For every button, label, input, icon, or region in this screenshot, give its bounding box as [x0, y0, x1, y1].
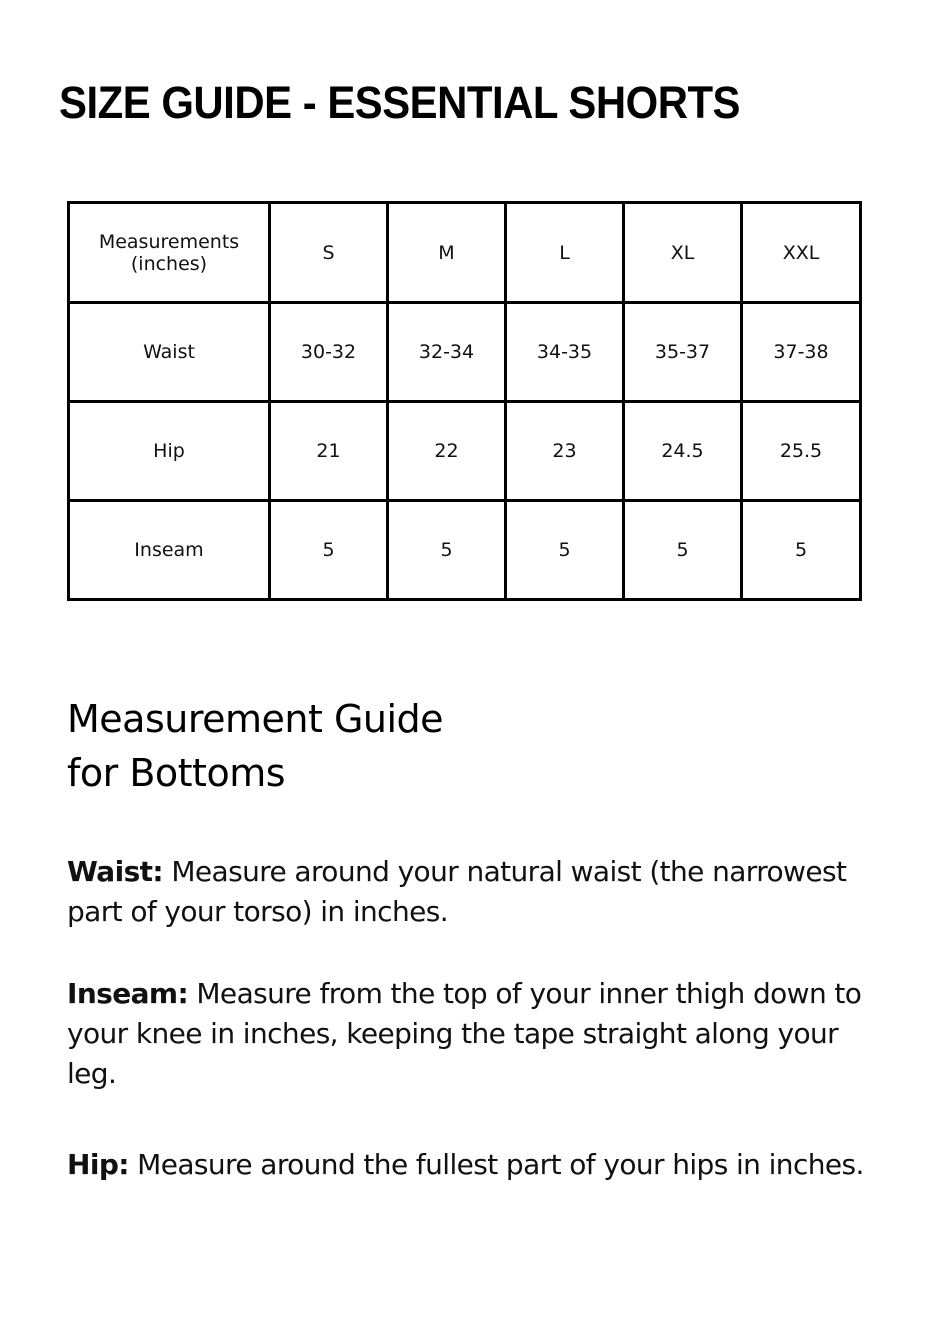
guide-text: Measure from the top of your inner thigh down to your knee in inches, keeping the tape straight along your leg.: [67, 977, 862, 1090]
row-label: Inseam: [69, 501, 270, 600]
table-row-hip: [69, 402, 861, 501]
table-row-inseam: [69, 501, 861, 600]
table-cell: 35-37: [624, 303, 742, 402]
table-cell: 5: [388, 501, 506, 600]
table-cell: 24.5: [624, 402, 742, 501]
table-cell: 5: [624, 501, 742, 600]
guide-term: Inseam:: [67, 977, 189, 1010]
header-size-l: L: [506, 203, 624, 303]
table-cell: 32-34: [388, 303, 506, 402]
guide-text: Measure around your natural waist (the narrowest part of your torso) in inches.: [67, 855, 847, 928]
guide-item-hip: [67, 1145, 867, 1185]
header-measurements-line2: (inches): [130, 252, 208, 275]
table-cell: 5: [742, 501, 861, 600]
guide-term: Hip:: [67, 1148, 129, 1181]
guide-item-waist: [67, 852, 867, 932]
row-label: Waist: [69, 303, 270, 402]
table-header-row: [69, 203, 861, 303]
table-cell: 22: [388, 402, 506, 501]
row-label: Hip: [69, 402, 270, 501]
header-size-xl: XL: [624, 203, 742, 303]
header-measurements-line1: Measurements: [98, 230, 240, 253]
header-size-m: M: [388, 203, 506, 303]
table-cell: 37-38: [742, 303, 861, 402]
size-table: [67, 201, 862, 601]
table-cell: 5: [506, 501, 624, 600]
table-cell: 30-32: [270, 303, 388, 402]
page-title: SIZE GUIDE - ESSENTIAL SHORTS: [59, 77, 741, 128]
table-cell: 34-35: [506, 303, 624, 402]
header-measurements: [69, 203, 270, 303]
table-cell: 25.5: [742, 402, 861, 501]
guide-heading-line1: Measurement Guide: [67, 697, 444, 741]
header-size-xxl: XXL: [742, 203, 861, 303]
table-row-waist: [69, 303, 861, 402]
header-size-s: S: [270, 203, 388, 303]
table-cell: 23: [506, 402, 624, 501]
guide-term: Waist:: [67, 855, 164, 888]
table-cell: 21: [270, 402, 388, 501]
guide-item-inseam: [67, 974, 867, 1094]
guide-text: Measure around the fullest part of your hips in inches.: [128, 1148, 864, 1181]
guide-heading-line2: for Bottoms: [67, 751, 286, 795]
guide-heading: [67, 692, 443, 800]
table-cell: 5: [270, 501, 388, 600]
